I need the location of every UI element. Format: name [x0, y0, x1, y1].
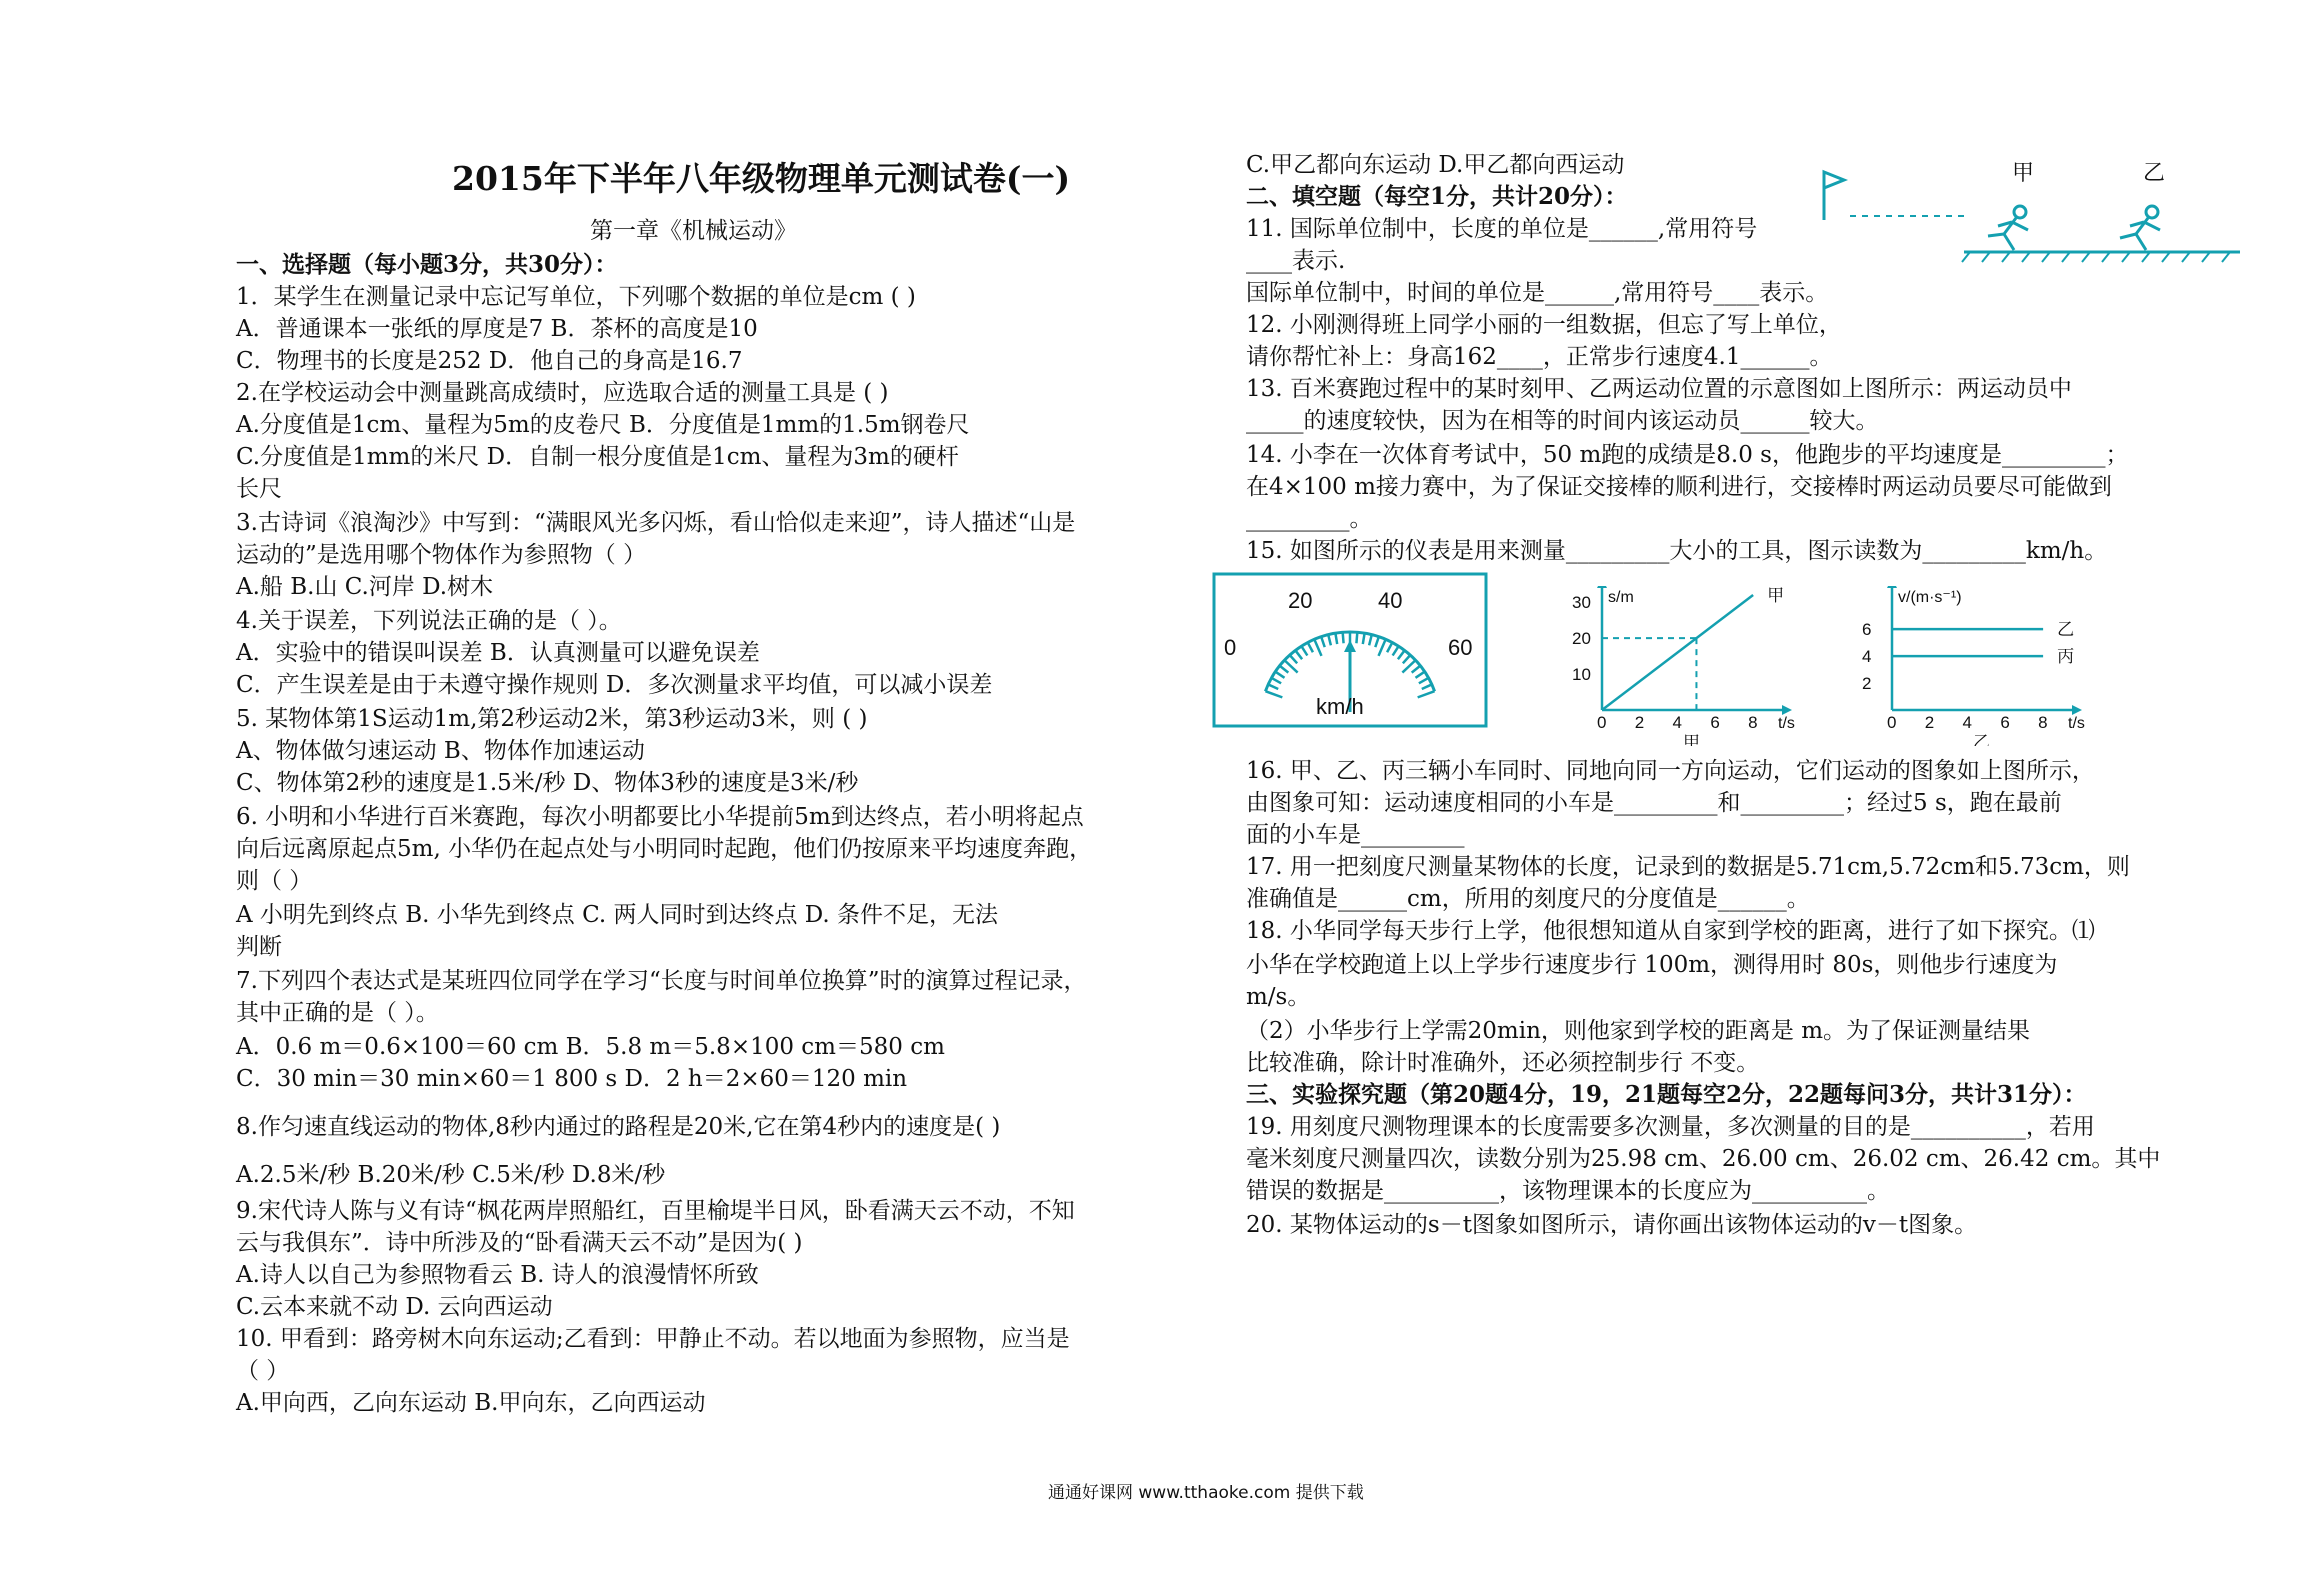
- x-tick-label: 6: [2000, 713, 2010, 732]
- meter-tick-mark: [1290, 655, 1297, 663]
- meter-tick-0: 0: [1224, 635, 1237, 660]
- left-lines-3: C．物理书的长度是252 D．他自己的身高是16.7: [236, 348, 743, 374]
- meter-tick-mark: [1379, 639, 1386, 656]
- left-lines-25: C．30 min＝30 min×60＝1 800 s D．2 h＝2×60＝120 min: [236, 1066, 908, 1092]
- x-tick-label: 8: [2038, 713, 2048, 732]
- meter-tick-60: 60: [1448, 635, 1473, 660]
- page-title: 2015年下半年八年级物理单元测试卷(一): [452, 159, 1071, 198]
- chart-caption: 乙: [1973, 733, 1990, 746]
- x-tick-label: 0: [1887, 713, 1897, 732]
- meter-tick-mark: [1356, 632, 1357, 643]
- meter-tick-mark: [1265, 691, 1282, 697]
- y-tick-label: 20: [1572, 629, 1591, 649]
- meter-tick-mark: [1280, 666, 1289, 673]
- meter-tick-mark: [1387, 643, 1392, 653]
- runner-yi-icon: [2120, 206, 2160, 250]
- right-lines-4: 国际单位制中，时间的单位是______,常用符号____表示。: [1246, 280, 1829, 306]
- meter-tick-mark: [1295, 650, 1302, 659]
- meter-tick-mark: [1418, 691, 1435, 697]
- x-tick-label: 2: [1634, 713, 1645, 732]
- left-lines-12: A．实验中的错误叫误差 B．认真测量可以避免误差: [236, 640, 760, 666]
- meter-needle-head: [1344, 640, 1356, 652]
- chart-caption: 甲: [1683, 733, 1700, 746]
- runners-figure: [1800, 160, 2270, 270]
- left-lines-6: C.分度值是1mm的米尺 D．自制一根分度值是1cm、量程为3m的硬杆: [236, 444, 959, 470]
- meter-tick-mark: [1268, 684, 1278, 689]
- right-lines-16: 17. 用一把刻度尺测量某物体的长度，记录到的数据是5.71cm,5.72cm和5.73cm，则: [1246, 854, 2130, 880]
- series-label: 乙: [2057, 620, 2075, 640]
- y-axis-label: s/m: [1608, 589, 1634, 606]
- left-lines-31: 云与我俱东”．诗中所涉及的“卧看满天云不动”是因为( ): [236, 1230, 803, 1256]
- right-lines-18: 18. 小华同学每天步行上学，他很想知道从自家到学校的距离，进行了如下探究。⑴: [1246, 918, 2095, 944]
- x-tick-label: 8: [1748, 713, 1758, 732]
- left-lines-11: 4.关于误差，下列说法正确的是（ ）。: [236, 608, 622, 634]
- y-tick-label: 10: [1572, 665, 1591, 685]
- series-label: 甲: [1767, 586, 1785, 606]
- chart-jia: [1548, 586, 1818, 746]
- runner-jia-label: 甲: [2012, 160, 2035, 185]
- right-lines-21: （2）小华步行上学需20min，则他家到学校的距离是 m。为了保证测量结果: [1246, 1018, 2030, 1044]
- right-lines-27: 20. 某物体运动的s－t图象如图所示，请你画出该物体运动的v－t图象。: [1246, 1212, 1978, 1238]
- meter-tick-mark: [1398, 650, 1405, 659]
- y-tick-label: 4: [1862, 647, 1872, 667]
- left-lines-10: A.船 B.山 C.河岸 D.树木: [236, 574, 494, 600]
- meter-tick-mark: [1422, 684, 1432, 689]
- right-lines-25: 毫米刻度尺测量四次，读数分别为25.98 cm、26.00 cm、26.02 cm、26.42 cm。其中: [1246, 1146, 2161, 1172]
- left-lines-1: 1．某学生在测量记录中忘记写单位，下列哪个数据的单位是cm ( ): [236, 284, 916, 310]
- meter-tick-mark: [1393, 646, 1399, 655]
- y-tick-label: 2: [1862, 674, 1872, 694]
- right-lines-1: 二、填空题（每空1分，共计20分）：: [1246, 183, 1628, 210]
- left-lines-5: A.分度值是1cm、量程为5m的皮卷尺 B．分度值是1mm的1.5m钢卷尺: [236, 412, 970, 438]
- runner-yi-label: 乙: [2143, 160, 2166, 185]
- left-lines-13: C．产生误差是由于未遵守操作规则 D．多次测量求平均值，可以减小误差: [236, 672, 993, 698]
- right-lines-3: ____表示.: [1246, 248, 1346, 274]
- speedometer-svg: [1212, 572, 1488, 728]
- left-lines-23: 其中正确的是（ ）。: [236, 1000, 439, 1026]
- meter-tick-mark: [1343, 632, 1344, 643]
- right-lines-0: C.甲乙都向东运动 D.甲乙都向西运动: [1246, 152, 1625, 178]
- meter-tick-mark: [1321, 637, 1325, 647]
- x-tick-label: 4: [1672, 713, 1683, 732]
- right-lines-15: 面的小车是_________: [1246, 822, 1465, 848]
- left-lines-16: C、物体第2秒的速度是1.5米/秒 D、物体3秒的速度是3米/秒: [236, 770, 859, 796]
- meter-tick-mark: [1375, 637, 1379, 647]
- left-lines-8: 3.古诗词《浪淘沙》中写到：“满眼风光多闪烁，看山恰似走来迎”，诗人描述“山是: [236, 510, 1076, 536]
- x-axis-label: t/s: [2068, 715, 2085, 732]
- right-lines-24: 19. 用刻度尺测物理课本的长度需要多次测量，多次测量的目的是__________，若用: [1246, 1114, 2095, 1140]
- meter-tick-mark: [1403, 655, 1410, 663]
- left-lines-20: A 小明先到终点 B. 小华先到终点 C. 两人同时到达终点 D. 条件不足，无法: [236, 902, 999, 928]
- right-lines-26: 错误的数据是__________，该物理课本的长度应为__________。: [1246, 1178, 1890, 1204]
- left-lines-32: A.诗人以自己为参照物看云 B. 诗人的浪漫情怀所致: [236, 1262, 759, 1288]
- left-lines-36: A.甲向西，乙向东运动 B.甲向东，乙向西运动: [236, 1390, 706, 1416]
- x-tick-label: 6: [1710, 713, 1720, 732]
- meter-tick-mark: [1419, 678, 1429, 683]
- left-lines-26: 8.作匀速直线运动的物体,8秒内通过的路程是20米,它在第4秒内的速度是( ): [236, 1114, 1001, 1140]
- right-lines-2: 11. 国际单位制中，长度的单位是______,常用符号: [1246, 216, 1758, 242]
- meter-tick-mark: [1272, 678, 1282, 683]
- left-lines-24: A．0.6 m＝0.6×100＝60 cm B．5.8 m＝5.8×100 cm＝580 cm: [236, 1034, 945, 1060]
- meter-tick-mark: [1369, 635, 1372, 646]
- left-lines-22: 7.下列四个表达式是某班四位同学在学习“长度与时间单位换算”时的演算过程记录，: [236, 968, 1087, 994]
- right-lines-6: 请你帮忙补上：身高162____，正常步行速度4.1______。: [1246, 344, 1833, 370]
- right-lines-7: 13. 百米赛跑过程中的某时刻甲、乙两运动位置的示意图如上图所示：两运动员中: [1246, 376, 2072, 402]
- y-axis-label: v/(m·s⁻¹): [1898, 589, 1962, 606]
- meter-tick-mark: [1412, 666, 1421, 673]
- right-lines-5: 12. 小刚测得班上同学小丽的一组数据，但忘了写上单位，: [1246, 312, 1842, 338]
- right-lines-10: 在4×100 m接力赛中，为了保证交接棒的顺利进行，交接棒时两运动员要尽可能做到: [1246, 474, 2112, 500]
- y-axis-arrow: [1887, 586, 1897, 588]
- left-lines-18: 向后远离原起点5m, 小华仍在起点处与小明同时起跑，他们仍按原来平均速度奔跑，: [236, 836, 1093, 862]
- footer-credit: 通通好课网 www.tthaoke.com 提供下载: [1048, 1483, 1364, 1503]
- left-lines-34: 10. 甲看到：路旁树木向东运动;乙看到：甲静止不动。若以地面为参照物，应当是: [236, 1326, 1070, 1352]
- runners-svg: [1800, 160, 2270, 270]
- left-lines-35: （ ）: [236, 1358, 290, 1384]
- left-lines-21: 判断: [236, 934, 282, 960]
- chapter-subtitle: 第一章《机械运动》: [590, 218, 797, 244]
- meter-unit-label: km/h: [1316, 694, 1364, 719]
- left-lines-19: 则（ ）: [236, 868, 313, 894]
- left-lines-33: C.云本来就不动 D. 云向西运动: [236, 1294, 553, 1320]
- left-lines-9: 运动的”是选用哪个物体作为参照物（ ）: [236, 542, 647, 568]
- meter-tick-mark: [1363, 633, 1365, 644]
- right-lines-11: _________。: [1246, 506, 1373, 532]
- right-lines-17: 准确值是______cm，所用的刻度尺的分度值是______。: [1246, 886, 1810, 912]
- meter-tick-mark: [1314, 639, 1321, 656]
- left-lines-2: A．普通课本一张纸的厚度是7 B．茶杯的高度是10: [236, 316, 758, 342]
- right-lines-14: 由图象可知：运动速度相同的小车是_________和_________；经过5 s，跑在最前: [1246, 790, 2062, 816]
- series-line-甲: [1602, 595, 1753, 710]
- right-lines-22: 比较准确，除计时准确外，还必须控制步行 不变。: [1246, 1050, 1760, 1076]
- x-tick-label: 4: [1962, 713, 1973, 732]
- meter-tick-mark: [1335, 633, 1337, 644]
- x-axis-arrow: [2072, 705, 2082, 715]
- runner-jia-icon: [1988, 206, 2028, 250]
- speedometer-figure: [1212, 572, 1488, 728]
- left-lines-28: A.2.5米/秒 B.20米/秒 C.5米/秒 D.8米/秒: [236, 1162, 666, 1188]
- left-lines-30: 9.宋代诗人陈与义有诗“枫花两岸照船红，百里榆堤半日风，卧看满天云不动，不知: [236, 1198, 1075, 1224]
- chart-jia-svg: [1548, 586, 1818, 746]
- left-lines-4: 2.在学校运动会中测量跳高成绩时，应选取合适的测量工具是 ( ): [236, 380, 889, 406]
- left-lines-0: 一、选择题（每小题3分，共30分）：: [236, 251, 618, 278]
- x-tick-label: 2: [1924, 713, 1935, 732]
- meter-tick-mark: [1328, 635, 1331, 646]
- right-lines-20: m/s。: [1246, 984, 1311, 1010]
- right-lines-19: 小华在学校跑道上以上学步行速度步行 100m，测得用时 80s，则他步行速度为: [1246, 952, 2058, 978]
- left-lines-14: 5. 某物体第1S运动1m,第2秒运动2米，第3秒运动3米，则 ( ): [236, 706, 868, 732]
- right-lines-8: _____的速度较快，因为在相等的时间内该运动员______较大。: [1246, 408, 1879, 434]
- chart-yi-bing: [1838, 586, 2128, 746]
- y-tick-label: 30: [1572, 593, 1591, 613]
- y-axis-arrow: [1597, 586, 1607, 588]
- x-axis-arrow: [1782, 705, 1792, 715]
- meter-tick-mark: [1301, 646, 1307, 655]
- left-lines-15: A、物体做匀速运动 B、物体作加速运动: [236, 738, 645, 764]
- x-axis-label: t/s: [1778, 715, 1795, 732]
- meter-tick-mark: [1415, 672, 1424, 678]
- meter-tick-20: 20: [1288, 588, 1313, 613]
- meter-tick-40: 40: [1378, 588, 1403, 613]
- right-lines-12: 15. 如图所示的仪表是用来测量_________大小的工具，图示读数为_________km/h。: [1246, 538, 2108, 564]
- chart-yi-bing-svg: [1838, 586, 2128, 746]
- meter-tick-mark: [1275, 672, 1284, 678]
- right-lines-23: 三、实验探究题（第20题4分，19，21题每空2分，22题每问3分，共计31分）：: [1246, 1081, 2087, 1108]
- x-tick-label: 0: [1597, 713, 1607, 732]
- y-tick-label: 6: [1862, 620, 1872, 640]
- left-lines-17: 6. 小明和小华进行百米赛跑，每次小明都要比小华提前5m到达终点，若小明将起点: [236, 804, 1084, 830]
- left-lines-7: 长尺: [236, 476, 282, 502]
- right-lines-9: 14. 小李在一次体育考试中，50 m跑的成绩是8.0 s，他跑步的平均速度是_________；: [1246, 442, 2129, 468]
- right-lines-13: 16. 甲、乙、丙三辆小车同时、同地向同一方向运动，它们运动的图象如上图所示，: [1246, 758, 2095, 784]
- series-label: 丙: [2057, 647, 2075, 667]
- meter-tick-mark: [1308, 643, 1313, 653]
